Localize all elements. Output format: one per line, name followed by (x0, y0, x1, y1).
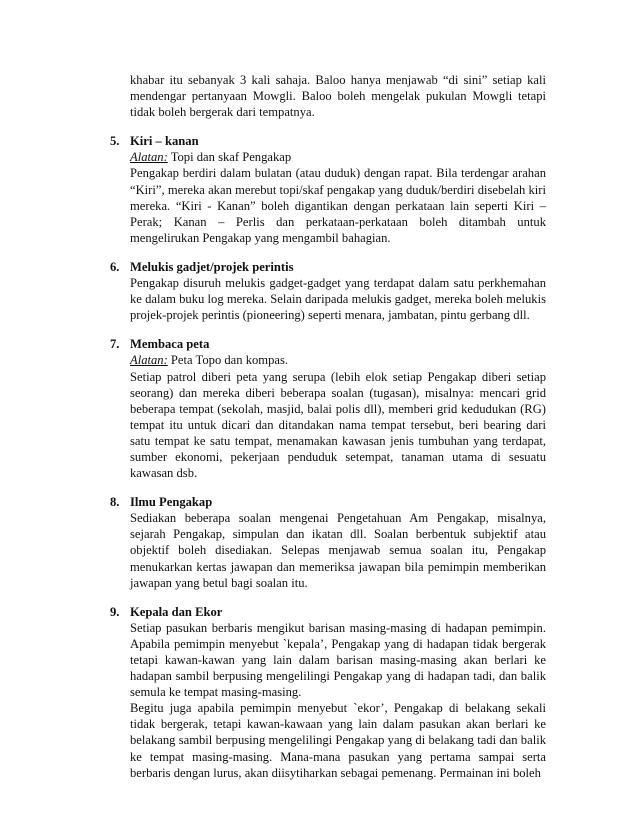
intro-paragraph: khabar itu sebanyak 3 kali sahaja. Baloo hanya menjawab “di sini” setiap kali mendengar pertanyaan Mowgli. Baloo boleh mengelak pukulan Mowgli tetapi tidak boleh bergerak dari tempatnya. (130, 73, 546, 120)
tools-label: Alatan: (130, 150, 168, 165)
section-kepala-dan-ekor (110, 604, 546, 781)
section-title: Membaca peta (130, 337, 210, 352)
section-title: Kiri – kanan (130, 134, 199, 149)
section-number: 7. (110, 337, 120, 352)
section-title: Ilmu Pengakap (130, 495, 213, 510)
section-ilmu-pengakap (110, 494, 546, 591)
tools-label: Alatan: (130, 353, 168, 368)
section-number: 8. (110, 495, 120, 510)
section-number: 9. (110, 604, 120, 619)
section-number: 6. (110, 259, 120, 274)
section-paragraph: Sediakan beberapa soalan mengenai Pengetahuan Am Pengakap, misalnya, sejarah Pengakap, simpulan dan ikatan dll. Soalan berbentuk subjektif atau objektif boleh disediakan. Selepas menjawab semua soalan itu, Pengakap menukarkan kertas jawapan dan memeriksa jawapan bila pemimpin memberikan jawapan yang betul bagi soalan itu. (130, 511, 546, 590)
section-title: Kepala dan Ekor (130, 604, 223, 619)
section-tools (130, 352, 546, 368)
section-paragraph: Setiap pasukan berbaris mengikut barisan masing-masing di hadapan pemimpin. Apabila pemimpin menyebut `kepala’, Pengakap yang di hadapan tidak bergerak tetapi kawan-kawan yang lain dalam barisan masing-masing akan berlari ke hadapan sambil berpusing mengelilingi Pengakap yang di hadapan tadi, dan balik semula ke tempat masing-masing. (130, 620, 546, 700)
section-paragraph: Pengakap disuruh melukis gadget-gadget yang terdapat dalam satu perkhemahan ke dalam buku log mereka. Selain daripada melukis gadget, mereka boleh melukis projek-projek perintis (pioneering) seperti menara, jambatan, pintu gerbang dll. (130, 276, 546, 323)
section-title: Melukis gadjet/projek perintis (130, 259, 294, 274)
section-paragraph: Pengakap berdiri dalam bulatan (atau duduk) dengan rapat. Bila terdengar arahan “Kiri”, mereka akan merebut topi/skaf pengakap yang duduk/berdiri disebelah kiri mereka. “Kiri - Kanan” boleh digantikan dengan perkataan lain seperti Kiri – Perak; Kanan – Perlis dan perkataan-perkataan boleh ditambah untuk mengelirukan Pengakap yang mengambil bahagian. (130, 166, 546, 245)
section-tools (130, 149, 546, 165)
section-membaca-peta (110, 336, 546, 481)
tools-value: Peta Topo dan kompas. (167, 353, 289, 368)
section-paragraph: Setiap patrol diberi peta yang serupa (lebih elok setiap Pengakap diberi setiap seorang) dan mereka diberi beberapa soalan (tugasan), misalnya: mencari grid beberapa tempat (sekolah, masjid, balai polis dll), memberi grid kedudukan (RG) tempat itu untuk dicari dan ditandakan nama tempat tersebut, beri bearing dari satu tempat ke satu tempat, menamakan kawasan jenis tumbuhan yang terdapat, sumber ekonomi, pekerjaan penduduk setempat, tanaman utama di sesuatu kawasan dsb. (130, 369, 546, 481)
document-content (110, 72, 546, 781)
section-number: 5. (110, 134, 120, 149)
tools-value: Topi dan skaf Pengakap (167, 150, 292, 165)
section-kiri-kanan (110, 133, 546, 246)
section-melukis-gadjet (110, 259, 546, 323)
section-paragraph: Begitu juga apabila pemimpin menyebut `ekor’, Pengakap di belakang sekali tidak bergerak, tetapi kawan-kawaan yang lain dalam pasukan akan berlari ke belakang sambil berpusing mengelilingi Pengakap yang di belakang tadi dan balik ke tempat masing-masing. Mana-mana pasukan yang pertama sampai serta berbaris dengan lurus, akan diisytiharkan sebagai pemenang. Permainan ini boleh (130, 701, 546, 780)
